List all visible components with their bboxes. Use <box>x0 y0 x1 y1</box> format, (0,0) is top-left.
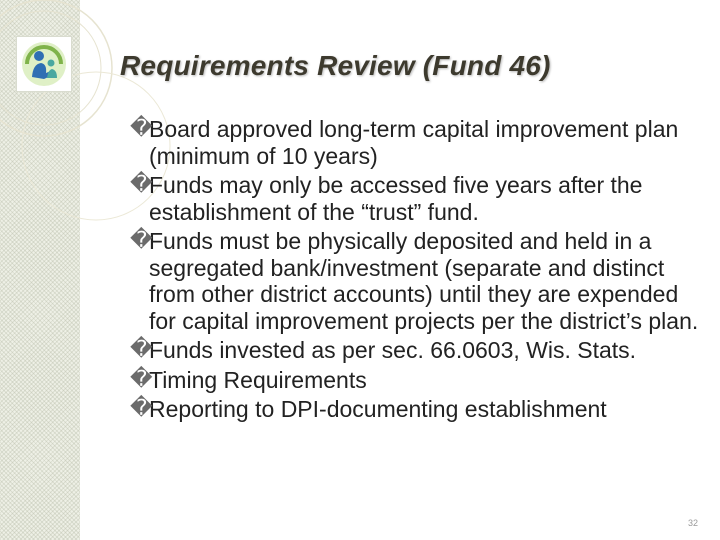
bullet-list <box>130 116 702 426</box>
bullet-item <box>130 396 702 423</box>
bullet-item <box>130 172 702 225</box>
bullet-item <box>130 116 702 169</box>
family-education-logo-icon <box>17 37 71 91</box>
bullet-glyph-icon: � <box>130 366 153 392</box>
bullet-glyph-icon: � <box>130 116 153 141</box>
bullet-text: Funds must be physically deposited and held in a segregated bank/investment (separate and distinct from other district accounts) until they are expended for capital improvement projects per the district’s plan. <box>149 228 699 334</box>
bullet-item <box>130 367 702 394</box>
bullet-text: Reporting to DPI-documenting establishment <box>149 396 607 422</box>
bullet-text: Timing Requirements <box>149 366 367 393</box>
page-number: 32 <box>688 518 699 528</box>
bullet-text: Board approved long-term capital improvement plan (minimum of 10 years) <box>149 116 679 169</box>
bullet-text: Funds may only be accessed five years after the establishment of the “trust” fund. <box>149 172 643 225</box>
bullet-glyph-icon: � <box>130 396 153 421</box>
bullet-item <box>130 337 702 364</box>
bullet-text: Funds invested as per sec. 66.0603, Wis. Stats. <box>149 337 637 363</box>
bullet-glyph-icon: � <box>130 172 153 197</box>
slide-title: Requirements Review (Fund 46) <box>120 50 551 81</box>
bullet-glyph-icon: � <box>130 228 153 253</box>
bullet-item <box>130 228 702 334</box>
logo <box>16 36 72 92</box>
bullet-glyph-icon: � <box>130 337 153 362</box>
